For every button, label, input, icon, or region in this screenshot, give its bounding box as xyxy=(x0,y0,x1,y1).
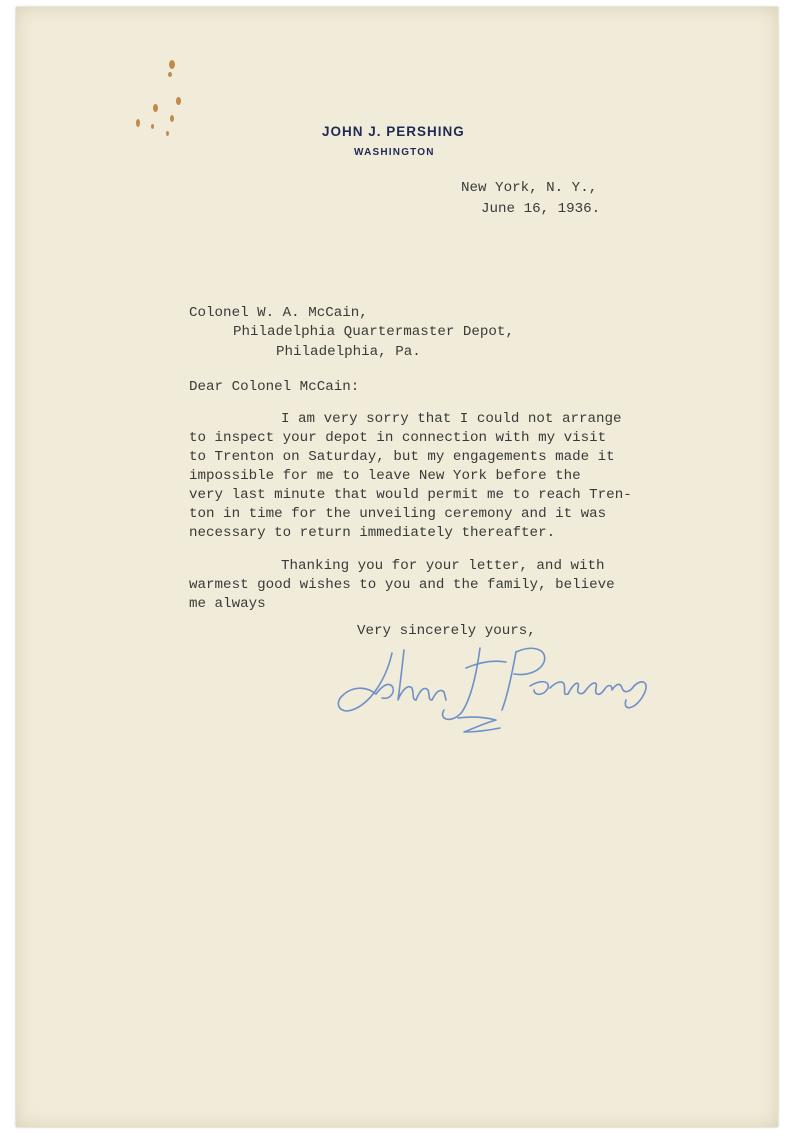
rust-stain xyxy=(153,104,158,112)
rust-stain xyxy=(169,60,175,69)
rust-stain xyxy=(170,115,174,122)
body-line: impossible for me to leave New York before the xyxy=(189,468,581,484)
body-line: me always xyxy=(189,596,266,612)
rust-stain xyxy=(176,97,181,105)
recipient-name: Colonel W. A. McCain, xyxy=(189,305,368,321)
rust-stain xyxy=(168,72,172,77)
recipient-org: Philadelphia Quartermaster Depot, xyxy=(233,324,514,340)
body-line: Thanking you for your letter, and with xyxy=(281,558,605,574)
rust-stain xyxy=(151,124,154,129)
handwritten-signature xyxy=(330,638,670,738)
body-line: very last minute that would permit me to reach Tren- xyxy=(189,487,632,503)
letterhead-name: JOHN J. PERSHING xyxy=(322,124,465,139)
body-line: to inspect your depot in connection with my visit xyxy=(189,430,607,446)
rust-stain xyxy=(136,119,140,127)
body-line: I am very sorry that I could not arrange xyxy=(281,411,622,427)
date-line: June 16, 1936. xyxy=(481,201,601,217)
closing: Very sincerely yours, xyxy=(357,623,536,639)
body-line: necessary to return immediately thereafter. xyxy=(189,525,556,541)
body-line: ton in time for the unveiling ceremony and it was xyxy=(189,506,607,522)
salutation: Dear Colonel McCain: xyxy=(189,379,360,395)
letterhead-place: WASHINGTON xyxy=(354,147,435,158)
place-line: New York, N. Y., xyxy=(461,180,598,196)
recipient-city: Philadelphia, Pa. xyxy=(276,344,421,360)
rust-stain xyxy=(166,131,169,136)
body-line: to Trenton on Saturday, but my engagements made it xyxy=(189,449,615,465)
body-line: warmest good wishes to you and the family, believe xyxy=(189,577,615,593)
